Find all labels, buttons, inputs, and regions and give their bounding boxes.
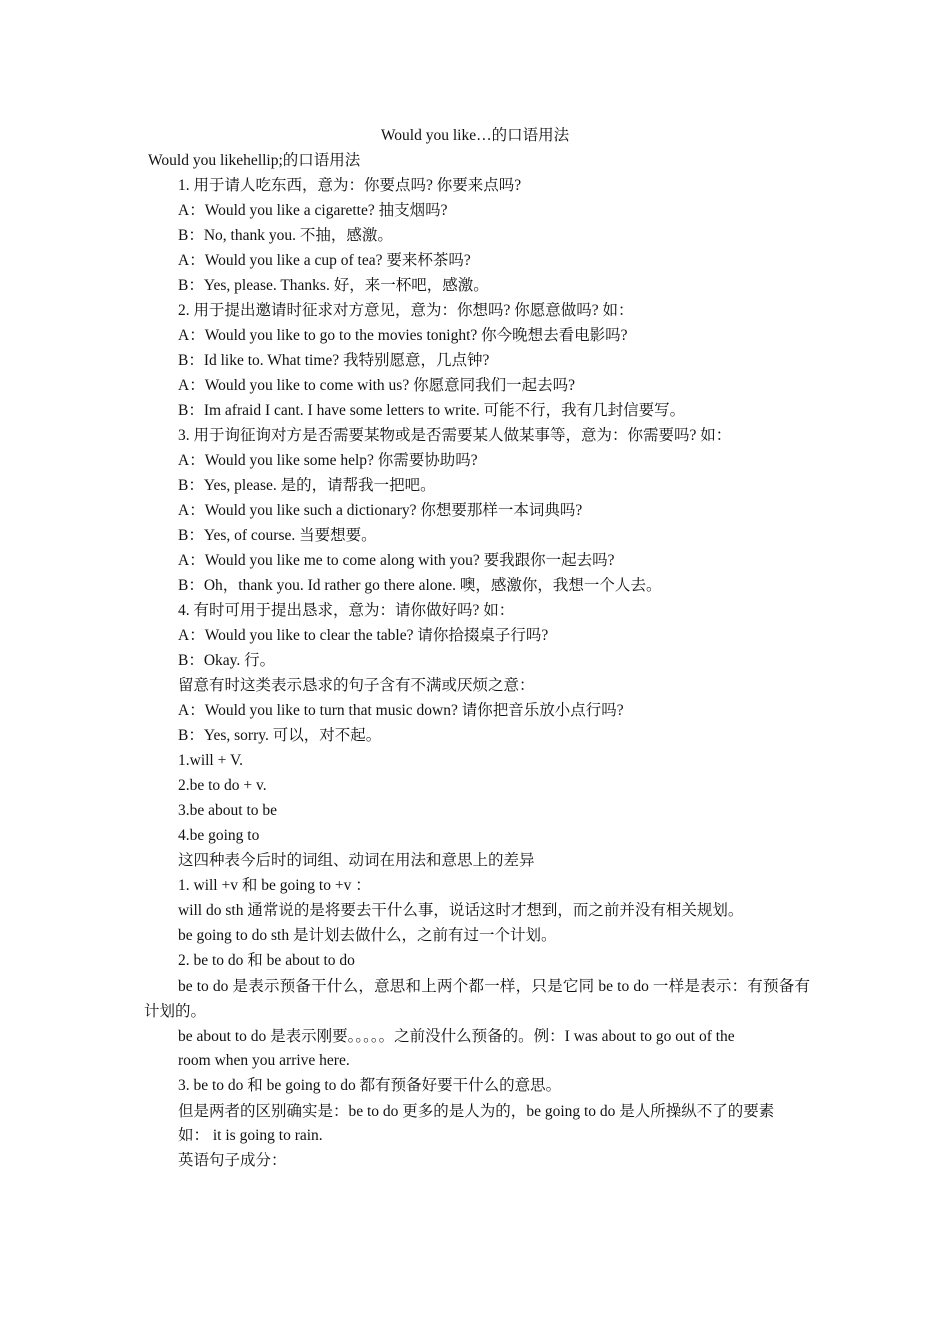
document-title: Would you like…的口语用法 [380, 127, 570, 144]
document-body [144, 151, 810, 1176]
text-line: B：Okay. 行。 [178, 652, 276, 669]
text-line: 留意有时这类表示恳求的句子含有不满或厌烦之意： [178, 677, 535, 694]
text-line: 2. be to do 和 be about to do [178, 952, 355, 969]
text-line: B：Yes, sorry. 可以，对不起。 [178, 727, 382, 744]
text-line: 这四种表今后时的词组、动词在用法和意思上的差异 [178, 852, 535, 869]
text-line: B：Yes, of course. 当要想要。 [178, 527, 377, 544]
text-line: B：Id like to. What time? 我特别愿意，几点钟? [178, 352, 490, 369]
document-subtitle: Would you likehellip;的口语用法 [148, 152, 361, 169]
text-line: 3.be about to be [178, 802, 278, 819]
text-line: 1. 用于请人吃东西，意为：你要点吗? 你要来点吗? [178, 177, 522, 194]
text-line: A：Would you like such a dictionary? 你想要那样一本词典吗? [178, 502, 583, 519]
example-line: 如： it is going to rain. [178, 1127, 323, 1144]
text-line: be going to do sth 是计划去做什么，之前有过一个计划。 [178, 927, 557, 944]
text-line: A：Would you like to come with us? 你愿意同我们一起去吗? [178, 377, 575, 394]
text-line: 4.be going to [178, 827, 260, 844]
text-line: A：Would you like to turn that music down? 请你把音乐放小点行吗? [178, 702, 624, 719]
text-line: A：Would you like a cigarette? 抽支烟吗? [178, 202, 448, 219]
text-line: 3. 用于询征询对方是否需要某物或是否需要某人做某事等，意为：你需要吗? 如： [178, 427, 732, 444]
text-line: A：Would you like a cup of tea? 要来杯茶吗? [178, 252, 471, 269]
section-heading: 英语句子成分： [178, 1152, 287, 1169]
text-line: 1. will +v 和 be going to +v ： [178, 877, 371, 894]
text-line: B：Yes, please. 是的，请帮我一把吧。 [178, 477, 436, 494]
text-line: B：No, thank you. 不抽，感激。 [178, 227, 393, 244]
text-line: 1.will + V. [178, 752, 244, 769]
paragraph-be-to-do: be to do 是表示预备干什么，意思和上两个都一样，只是它同 be to do 一样是表示：有预备有计划的。 [144, 977, 810, 1020]
text-line: 2. 用于提出邀请时征求对方意见，意为：你想吗? 你愿意做吗? 如： [178, 302, 634, 319]
text-line: A：Would you like me to come along with you? 要我跟你一起去吗? [178, 552, 615, 569]
text-line: B：Im afraid I cant. I have some letters to write. 可能不行，我有几封信要写。 [178, 402, 686, 419]
text-line: room when you arrive here. [178, 1052, 350, 1069]
text-line: 3. be to do 和 be going to do 都有预备好要干什么的意思。 [178, 1077, 562, 1094]
text-line: A：Would you like to go to the movies tonight? 你今晚想去看电影吗? [178, 327, 628, 344]
text-line: B：Oh，thank you. Id rather go there alone. 噢，感激你，我想一个人去。 [178, 577, 662, 594]
text-line: A：Would you like some help? 你需要协助吗? [178, 452, 478, 469]
text-line: 2.be to do + v. [178, 777, 267, 794]
text-line: A：Would you like to clear the table? 请你拾掇桌子行吗? [178, 627, 549, 644]
paragraph-difference: 但是两者的区别确实是：be to do 更多的是人为的，be going to do 是人所操纵不了的要素 [178, 1102, 775, 1120]
text-line: 4. 有时可用于提出恳求，意为：请你做好吗? 如： [178, 602, 515, 619]
text-line: will do sth 通常说的是将要去干什么事，说话这时才想到，而之前并没有相关规划。 [178, 902, 744, 919]
paragraph-be-about-to-do: be about to do 是表示刚要。。。。。之前没什么预备的。例：I was about to go out of the [178, 1027, 735, 1045]
text-line: B：Yes, please. Thanks. 好，来一杯吧，感激。 [178, 277, 489, 294]
